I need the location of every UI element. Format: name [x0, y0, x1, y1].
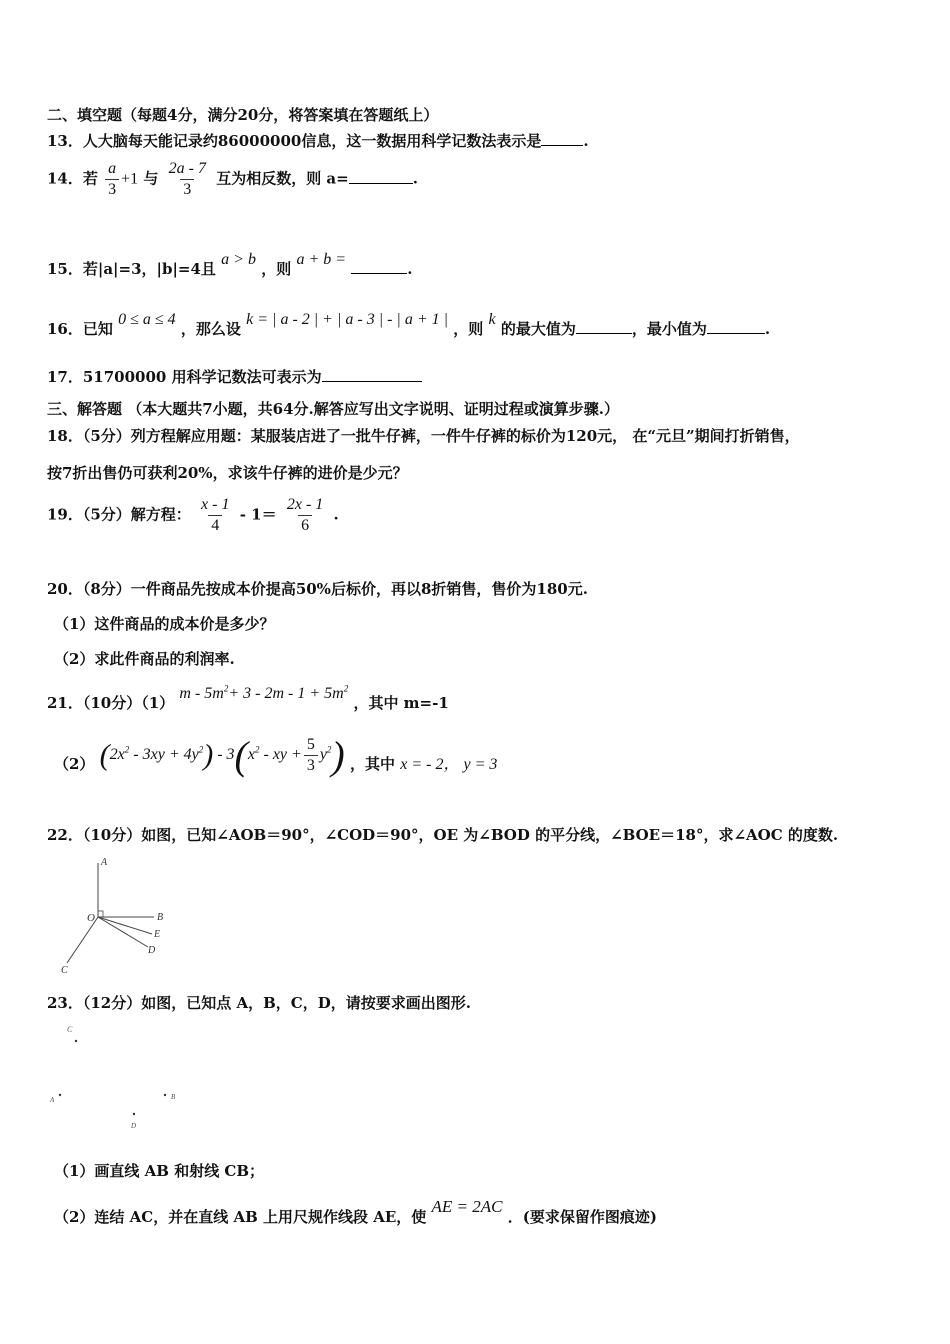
point-C — [75, 1040, 77, 1042]
q23-p2-expression: AE = 2AC — [431, 1197, 503, 1216]
question-18-line2: 按7折出售仍可获利20%，求该牛仔裤的进价是少元？ — [47, 464, 408, 482]
question-17 — [47, 366, 422, 387]
q16-min-label: ，最小值为 — [631, 320, 707, 338]
q23-figure — [45, 1020, 195, 1135]
point-C-label: C — [67, 1025, 73, 1034]
q19-f1-num: x - 1 — [201, 496, 230, 513]
q15-blank[interactable] — [351, 259, 407, 274]
ray-OE — [98, 917, 152, 934]
label-C: C — [61, 965, 68, 976]
q23-p2-end: ．(要求保留作图痕迹) — [507, 1208, 657, 1226]
q19-end: . — [333, 505, 339, 524]
q13-blank[interactable] — [541, 131, 583, 146]
point-B — [164, 1094, 166, 1096]
point-A — [59, 1094, 61, 1096]
question-21-part1 — [47, 683, 449, 713]
q22-figure — [55, 855, 180, 980]
q15-end: . — [407, 260, 413, 278]
label-A: A — [101, 857, 108, 868]
q17-text: 17．51700000 用科学记数法可表示为 — [47, 368, 322, 386]
q19-fraction-2 — [284, 496, 326, 535]
question-23: 23．（12分）如图，已知点 A，B，C，D，请按要求画出图形. — [47, 994, 471, 1012]
ray-OD — [98, 917, 148, 947]
q14-fraction-2 — [166, 160, 209, 199]
q21-expr1: $m - 5m^2+ 3 - 2m - 1 + 5m^2$ — [179, 683, 349, 702]
q16-then: ，则 — [453, 320, 484, 338]
question-20-part2: （2）求此件商品的利润率. — [54, 650, 235, 668]
point-A-label: A — [50, 1096, 55, 1104]
q14-blank[interactable] — [349, 169, 413, 184]
q19-fraction-1 — [198, 496, 232, 535]
question-22: 22．（10分）如图，已知∠AOB＝90°，∠COD＝90°，OE 为∠BOD 的平分线，∠BOE＝18°，求∠AOC 的度数. — [47, 826, 839, 844]
q14-f2-den: 3 — [180, 179, 194, 199]
question-14 — [47, 160, 418, 199]
section-2-title: 二、填空题（每题4分，满分20分，将答案填在答题纸上） — [47, 106, 439, 124]
q19-f2-num: 2x - 1 — [286, 496, 324, 513]
q16-k: k — [488, 311, 496, 328]
question-16 — [47, 311, 771, 339]
q16-num: 16．已知 — [47, 320, 113, 338]
q14-num: 14．若 — [47, 169, 98, 188]
q21-p2-label: （2） — [54, 755, 95, 774]
question-23-part2 — [54, 1197, 657, 1227]
right-angle-mark — [98, 911, 103, 917]
q15-text: 15．若|a|=3，|b|=4且 — [47, 260, 216, 278]
q23-p2-text: （2）连结 AC，并在直线 AB 上用尺规作线段 AE，使 — [54, 1208, 427, 1226]
q17-blank[interactable] — [322, 367, 422, 382]
q21-text: 21．（10分）（1） — [47, 694, 175, 712]
question-13 — [47, 130, 589, 151]
q15-condition: a > b — [221, 251, 256, 268]
q21-condition2: x = - 2， y = 3 — [400, 756, 498, 774]
q16-max-label: 的最大值为 — [500, 320, 576, 338]
q16-expression: k = | a - 2 | + | a - 3 | - | a + 1 | — [246, 311, 449, 328]
q14-end: . — [412, 169, 418, 188]
question-19 — [47, 496, 339, 535]
q14-fraction-1 — [105, 160, 119, 199]
q15-mid: ，则 — [261, 260, 292, 278]
section-3-title: 三、解答题 （本大题共7小题，共64分.解答应写出文字说明、证明过程或演算步骤.） — [47, 400, 619, 418]
question-20-part1: （1）这件商品的成本价是多少？ — [54, 615, 275, 633]
q15-expression: a + b = — [296, 251, 347, 268]
label-B: B — [157, 912, 164, 923]
q16-max-blank[interactable] — [576, 319, 632, 334]
question-21-part2 — [54, 733, 498, 789]
point-D — [133, 1113, 135, 1115]
q21-where2: ，其中 — [349, 755, 395, 774]
q14-plus1: +1 — [121, 170, 139, 188]
q19-text: 19．（5分）解方程： — [47, 505, 191, 524]
q13-text: 13．人大脑每天能记录约86000000信息，这一数据用科学记数法表示是 — [47, 132, 542, 150]
q21-where1: ，其中 m=-1 — [353, 694, 449, 712]
point-D-label: D — [131, 1122, 137, 1130]
q14-f2-num: 2a - 7 — [168, 160, 206, 177]
q14-f1-den: 3 — [105, 179, 119, 199]
q16-mid: ，那么设 — [180, 320, 241, 338]
q14-text: 互为相反数，则 a= — [216, 169, 349, 188]
label-O: O — [87, 912, 95, 924]
q16-min-blank[interactable] — [707, 319, 765, 334]
question-20: 20．（8分）一件商品先按成本价提高50%后标价，再以8折销售，售价为180元. — [47, 580, 588, 598]
question-18-line1: 18．（5分）列方程解应用题：某服装店进了一批牛仔裤，一件牛仔裤的标价为120元， 在“元旦”期间打折销售， — [47, 427, 800, 445]
label-D: D — [148, 945, 156, 956]
q19-minus: - 1＝ — [239, 505, 277, 524]
point-B-label: B — [171, 1093, 176, 1101]
label-E: E — [154, 929, 161, 940]
q14-yu: 与 — [143, 169, 159, 188]
q16-end: . — [764, 320, 771, 338]
q13-end: . — [583, 132, 589, 150]
q14-f1-num: a — [108, 160, 117, 177]
q19-f2-den: 6 — [298, 515, 312, 535]
question-15 — [47, 251, 413, 279]
q21-expr2: $(2x^2 - 3xy + 4y^2) - 3(x^2$ - xy + $\frac{5}{3}$ $y^2$) — [99, 733, 345, 778]
q19-f1-den: 4 — [208, 515, 222, 535]
q16-condition: 0 ≤ a ≤ 4 — [118, 311, 176, 328]
question-23-part1: （1）画直线 AB 和射线 CB； — [54, 1162, 265, 1180]
